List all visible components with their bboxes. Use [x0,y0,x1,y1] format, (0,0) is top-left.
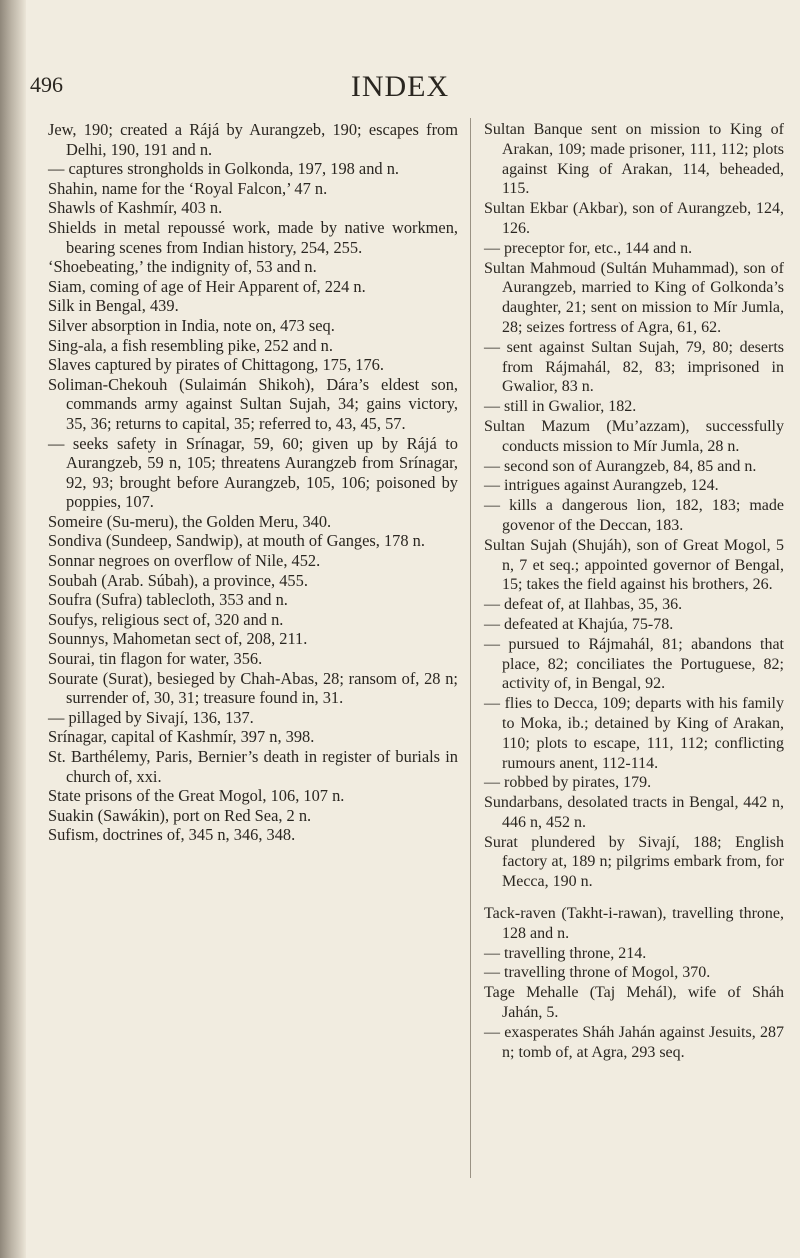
index-entry: Shields in metal repoussé work, made by native workmen, bearing scenes from Indian history, 254, 255. [48,217,458,257]
right-column [484,120,784,1062]
index-entry: Sultan Mazum (Mu’azzam), successfully conducts mission to Mír Jumla, 28 n. [484,417,784,455]
index-entry: — kills a dangerous lion, 182, 183; made govenor of the Deccan, 183. [484,497,784,534]
index-entry: Soufra (Sufra) tablecloth, 353 and n. [48,590,288,610]
index-entry: Soubah (Arab. Súbah), a province, 455. [48,570,308,590]
index-entry: — defeated at Khajúa, 75-78. [484,615,674,633]
index-entry: Soufys, religious sect of, 320 and n. [48,609,284,629]
index-entry: Suakin (Sawákin), port on Red Sea, 2 n. [48,805,312,825]
index-entry: — pursued to Rájmahál, 81; abandons that place, 82; conciliates the Portuguese, 82; activity of, in Bengal, 92. [484,635,784,693]
index-entry: — travelling throne of Mogol, 370. [484,964,711,982]
index-entry: Jew, 190; created a Rájá by Aurangzeb, 190; escapes from Delhi, 190, 191 and n. [48,120,458,159]
left-column [48,120,458,845]
index-entry: Sourai, tin flagon for water, 356. [48,649,263,669]
index-entry: — sent against Sultan Sujah, 79, 80; deserts from Rájmahál, 82, 83; imprisoned in Gwalior, 83 n. [484,338,784,396]
index-entry: St. Barthélemy, Paris, Bernier’s death in register of burials in church of, xxi. [48,747,458,786]
index-entry: — exasperates Sháh Jahán against Jesuits, 287 n; tomb of, at Agra, 293 seq. [484,1023,784,1061]
book-spine-shadow [0,0,26,1258]
index-entry: — travelling throne, 214. [484,944,647,962]
index-entry: Silk in Bengal, 439. [48,296,179,316]
index-entry: — flies to Decca, 109; departs with his family to Moka, ib.; detained by King of Arakan, 110; plots to escape, 111, 112; conflicting rumours anent, 112-114. [484,695,784,772]
index-entry: Someire (Su-meru), the Golden Meru, 340. [48,511,332,531]
column-divider [470,118,471,1178]
index-entry: Sultan Sujah (Shujáh), son of Great Mogol, 5 n, 7 et seq.; appointed governor of Bengal, 15; takes the field against his brothers, 26. [484,536,784,594]
index-entry: Sufism, doctrines of, 345 n, 346, 348. [48,825,296,845]
index-entry: — seeks safety in Srínagar, 59, 60; given up by Rájá to Aurangzeb, 59 n, 105; threatens Aurangzeb from Srínagar, 92, 93; brought before Aurangzeb, 105, 106; poisoned by poppies, 107. [48,433,458,512]
index-entry: Sonnar negroes on overflow of Nile, 452. [48,551,321,571]
index-entry: Surat plundered by Sivají, 188; English factory at, 189 n; pilgrims embark from, for Mecca, 190 n. [484,833,784,891]
page-number: 496 [30,72,63,97]
index-entry: Shawls of Kashmír, 403 n. [48,198,223,218]
index-entry: Shahin, name for the ‘Royal Falcon,’ 47 n. [48,178,328,198]
index-entry: Sultan Banque sent on mission to King of Arakan, 109; made prisoner, 111, 112; plots against King of Arakan, 114, beheaded, 115. [484,121,784,198]
page-header [0,70,800,110]
index-entry: Slaves captured by pirates of Chittagong, 175, 176. [48,355,384,375]
index-entry: — intrigues against Aurangzeb, 124. [484,477,719,495]
index-entry: Sultan Ekbar (Akbar), son of Aurangzeb, 124, 126. [484,200,784,237]
index-entry: Sourate (Surat), besieged by Chah-Abas, 28; ransom of, 28 n; surrender of, 30, 31; treasure found in, 31. [48,668,458,708]
index-entry: — still in Gwalior, 182. [484,398,637,416]
index-entry: — robbed by pirates, 179. [484,774,652,792]
page-title: INDEX [350,70,450,103]
index-entry: Soliman-Chekouh (Sulaimán Shikoh), Dára’s eldest son, commands army against Sultan Sujah, 34; gains victory, 35, 36; returns to capital, 35; referred to, 43, 45, 57. [48,374,458,433]
index-entry: Sultan Mahmoud (Sultán Muhammad), son of Aurangzeb, married to King of Golkonda’s daughter, 21; sent on mission to Mír Jumla, 28; seizes fortress of Agra, 61, 62. [484,259,784,336]
index-entry: Sondiva (Sundeep, Sandwip), at mouth of Ganges, 178 n. [48,531,425,551]
index-entry: — preceptor for, etc., 144 and n. [484,239,693,257]
index-entry: Srínagar, capital of Kashmír, 397 n, 398. [48,727,315,747]
index-entry: ‘Shoebeating,’ the indignity of, 53 and n. [48,257,317,277]
entry-gap [484,892,784,904]
index-entry: State prisons of the Great Mogol, 106, 107 n. [48,786,345,806]
index-entry: Sounnys, Mahometan sect of, 208, 211. [48,629,308,649]
index-entry: Tack-raven (Takht-i-rawan), travelling throne, 128 and n. [484,905,784,942]
index-entry: Sing-ala, a fish resembling pike, 252 and n. [48,335,333,355]
index-entry: — captures strongholds in Golkonda, 197, 198 and n. [48,159,399,179]
index-entry: — second son of Aurangzeb, 84, 85 and n. [484,457,757,475]
index-entry: Sundarbans, desolated tracts in Bengal, 442 n, 446 n, 452 n. [484,794,784,831]
index-entry: Tage Mehalle (Taj Mehál), wife of Sháh Jahán, 5. [484,984,784,1022]
index-entry: — defeat of, at Ilahbas, 35, 36. [484,596,683,614]
index-entry: Siam, coming of age of Heir Apparent of, 224 n. [48,276,366,296]
index-entry: Silver absorption in India, note on, 473 seq. [48,315,335,335]
index-entry: — pillaged by Sivají, 136, 137. [48,707,254,727]
